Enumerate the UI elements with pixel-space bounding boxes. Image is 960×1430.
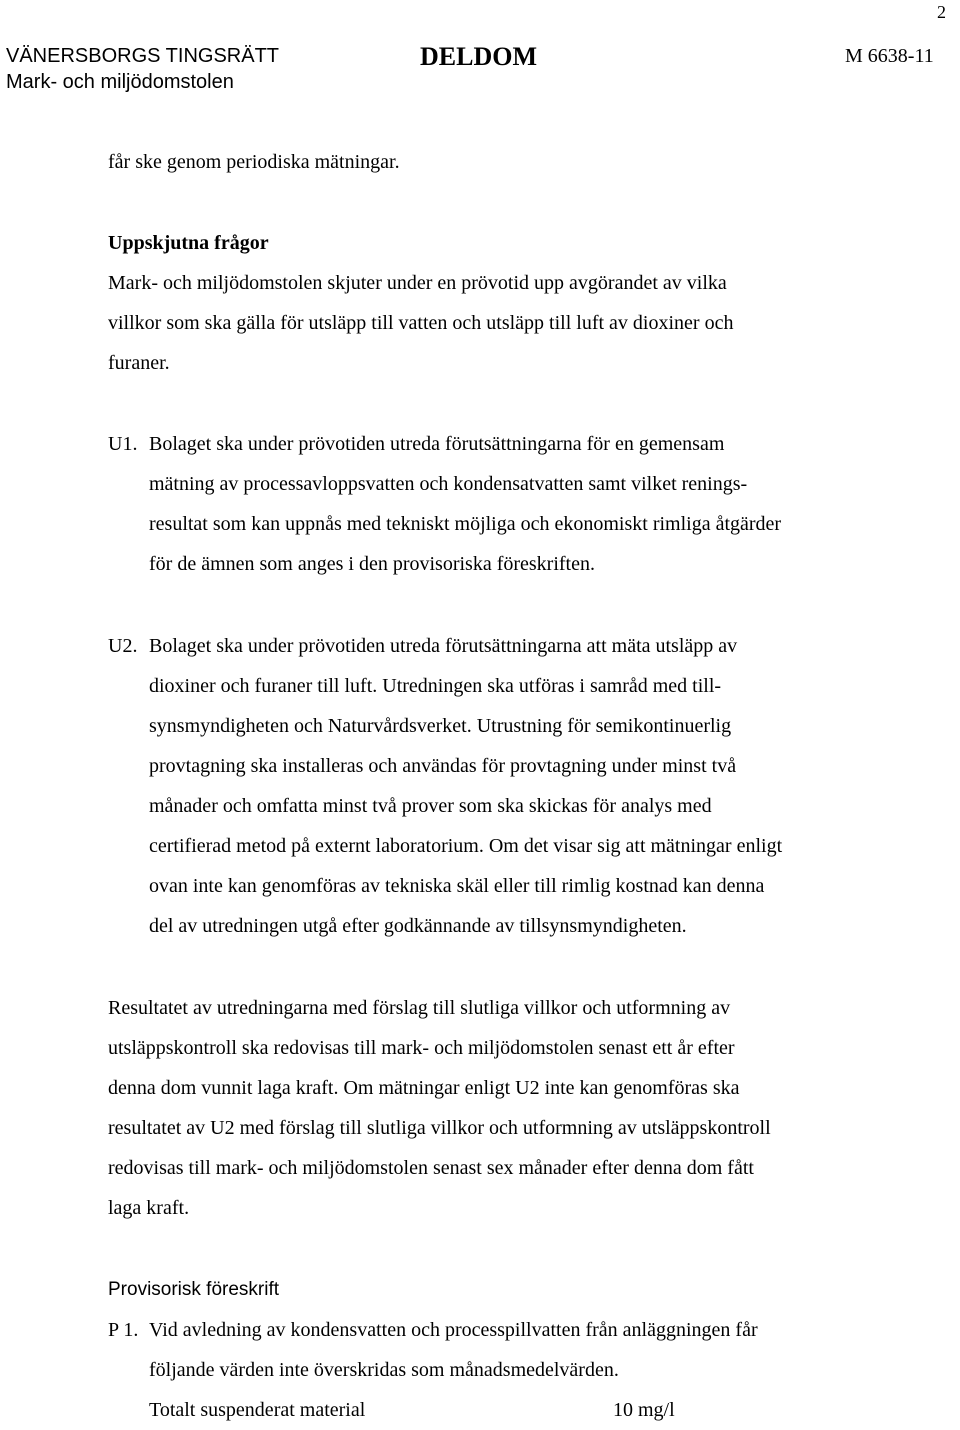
paragraph-line: Vid avledning av kondensvatten och processpillvatten från anläggningen får: [149, 1319, 758, 1341]
document-title: DELDOM: [420, 42, 537, 71]
u1-paragraph: [149, 424, 781, 584]
paragraph-line: månader och omfatta minst två prover som ska skickas för analys med: [149, 795, 712, 817]
paragraph-line: resultatet av U2 med förslag till slutliga villkor och utformning av utsläppskontroll: [108, 1117, 771, 1139]
paragraph-line: följande värden inte överskridas som månadsmedelvärden.: [149, 1359, 619, 1381]
paragraph-line: Bolaget ska under prövotiden utreda förutsättningarna att mäta utsläpp av: [149, 635, 738, 657]
intro-line: får ske genom periodiska mätningar.: [108, 151, 400, 173]
u2-paragraph: [149, 626, 782, 946]
results-paragraph: [108, 988, 771, 1228]
paragraph-line: Resultatet av utredningarna med förslag till slutliga villkor och utformning av: [108, 997, 731, 1019]
paragraph-line: mätning av processavloppsvatten och kondensatvatten samt vilket renings-: [149, 473, 748, 495]
u2-label: U2.: [108, 635, 138, 657]
p1-label: P 1.: [108, 1319, 139, 1341]
paragraph-line: laga kraft.: [108, 1197, 190, 1219]
paragraph-line: Bolaget ska under prövotiden utreda förutsättningarna för en gemensam: [149, 433, 725, 455]
u1-label: U1.: [108, 433, 138, 455]
paragraph-line: för de ämnen som anges i den provisoriska föreskriften.: [149, 553, 595, 575]
p1-paragraph: [149, 1310, 758, 1390]
postponed-paragraph: [108, 263, 733, 383]
section-heading-postponed: Uppskjutna frågor: [108, 232, 269, 254]
page-number: 2: [937, 2, 946, 22]
paragraph-line: Mark- och miljödomstolen skjuter under en prövotid upp avgörandet av vilka: [108, 272, 727, 294]
paragraph-line: villkor som ska gälla för utsläpp till vatten och utsläpp till luft av dioxiner och: [108, 312, 734, 334]
paragraph-line: resultat som kan uppnås med tekniskt möjliga och ekonomiskt rimliga åtgärder: [149, 513, 782, 535]
paragraph-line: furaner.: [108, 352, 170, 374]
paragraph-line: ovan inte kan genomföras av tekniska skäl eller till rimlig kostnad kan denna: [149, 875, 765, 897]
paragraph-line: synsmyndigheten och Naturvårdsverket. Utrustning för semikontinuerlig: [149, 715, 732, 737]
paragraph-line: utsläppskontroll ska redovisas till mark- och miljödomstolen senast ett år efter: [108, 1037, 735, 1059]
limit-value: 10 mg/l: [613, 1399, 675, 1421]
court-name: VÄNERSBORGS TINGSRÄTT: [6, 45, 280, 67]
section-heading-provisional: Provisorisk föreskrift: [108, 1279, 280, 1300]
case-number: M 6638-11: [845, 45, 934, 67]
paragraph-line: provtagning ska installeras och användas för provtagning under minst två: [149, 755, 737, 777]
paragraph-line: del av utredningen utgå efter godkännande av tillsynsmyndigheten.: [149, 915, 687, 937]
paragraph-line: certifierad metod på externt laboratorium. Om det visar sig att mätningar enligt: [149, 835, 783, 857]
paragraph-line: denna dom vunnit laga kraft. Om mätningar enligt U2 inte kan genomföras ska: [108, 1077, 740, 1099]
paragraph-line: redovisas till mark- och miljödomstolen senast sex månader efter denna dom fått: [108, 1157, 754, 1179]
limit-substance: Totalt suspenderat material: [149, 1399, 366, 1421]
court-subdivision: Mark- och miljödomstolen: [6, 71, 234, 93]
paragraph-line: dioxiner och furaner till luft. Utredningen ska utföras i samråd med till-: [149, 675, 722, 697]
